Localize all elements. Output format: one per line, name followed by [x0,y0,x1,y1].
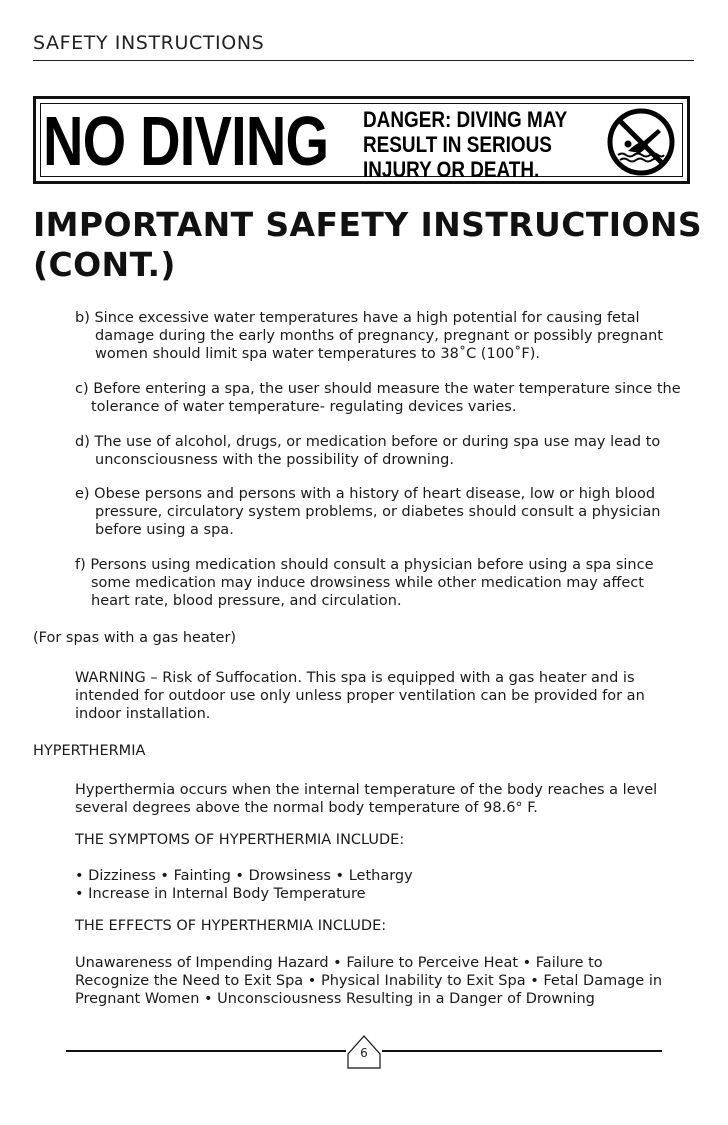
item-line: heart rate, blood pressure, and circulation. [91,593,402,609]
no-diving-text: NO DIVING [43,102,329,180]
hyperthermia-heading [33,742,673,760]
danger-line: INJURY OR DEATH. [363,157,540,182]
danger-warning [363,107,578,182]
page-header: SAFETY INSTRUCTIONS [33,32,265,54]
item-line: d) The use of alcohol, drugs, or medication before or during spa use may lead to [75,434,661,450]
item-line: damage during the early months of pregnancy, pregnant or possibly pregnant [95,328,663,344]
danger-line: RESULT IN SERIOUS [363,132,552,157]
intro-line: several degrees above the normal body temperature of 98.6° F. [75,800,538,816]
effect-line: Recognize the Need to Exit Spa • Physical Inability to Exit Spa • Fetal Damage in [75,973,663,989]
heading-line: HYPERTHERMIA [33,743,146,759]
item-line: women should limit spa water temperatures to 38˚C (100˚F). [95,346,540,362]
warning-line: WARNING – Risk of Suffocation. This spa is equipped with a gas heater and is [75,670,635,686]
no-diving-banner [33,96,690,184]
banner-inner-border [40,102,683,182]
heading-line: THE SYMPTOMS OF HYPERTHERMIA INCLUDE: [75,832,405,848]
item-line: c) Before entering a spa, the user should measure the water temperature since the [75,381,681,397]
heading-line: (For spas with a gas heater) [33,630,237,646]
item-line: tolerance of water temperature- regulating devices varies. [91,399,517,415]
section-title [33,205,703,285]
list-item [75,309,705,363]
effect-line: Unawareness of Impending Hazard • Failure to Perceive Heat • Failure to [75,955,603,971]
symptom-line: • Dizziness • Fainting • Drowsiness • Lethargy [75,868,413,884]
item-line: some medication may induce drowsiness while other medication may affect [91,575,644,591]
symptoms-list [75,867,715,903]
hyperthermia-intro [75,781,715,817]
list-item [75,433,705,469]
item-line: e) Obese persons and persons with a history of heart disease, low or high blood [75,486,656,502]
intro-line: Hyperthermia occurs when the internal temperature of the body reaches a level [75,782,658,798]
gas-heater-heading [33,629,673,647]
effect-line: Pregnant Women • Unconsciousness Resulting in a Danger of Drowning [75,991,595,1007]
item-line: unconsciousness with the possibility of drowning. [95,452,454,468]
no-diving-sign-icon [606,107,676,177]
list-item [75,556,705,610]
footer-rule-left [66,1050,346,1052]
page-number: 6 [360,1046,368,1060]
item-line: pressure, circulatory system problems, or diabetes should consult a physician [95,504,661,520]
danger-line: DANGER: DIVING MAY [363,107,568,132]
page-number-badge [346,1032,382,1070]
symptom-line: • Increase in Internal Body Temperature [75,886,366,902]
item-line: f) Persons using medication should consult a physician before using a spa since [75,557,654,573]
warning-line: indoor installation. [75,706,211,722]
symptoms-heading [75,831,715,849]
item-line: b) Since excessive water temperatures have a high potential for causing fetal [75,310,640,326]
heading-line: THE EFFECTS OF HYPERTHERMIA INCLUDE: [75,918,387,934]
list-item [75,380,705,416]
effects-list [75,954,715,1008]
effects-heading [75,917,715,935]
footer-rule-right [382,1050,662,1052]
title-line: (CONT.) [33,245,176,284]
list-item [75,485,705,539]
warning-line: intended for outdoor use only unless proper ventilation can be provided for an [75,688,645,704]
suffocation-warning [75,669,715,723]
title-line: IMPORTANT SAFETY INSTRUCTIONS [33,205,703,244]
item-line: before using a spa. [95,522,234,538]
header-divider [33,60,694,61]
